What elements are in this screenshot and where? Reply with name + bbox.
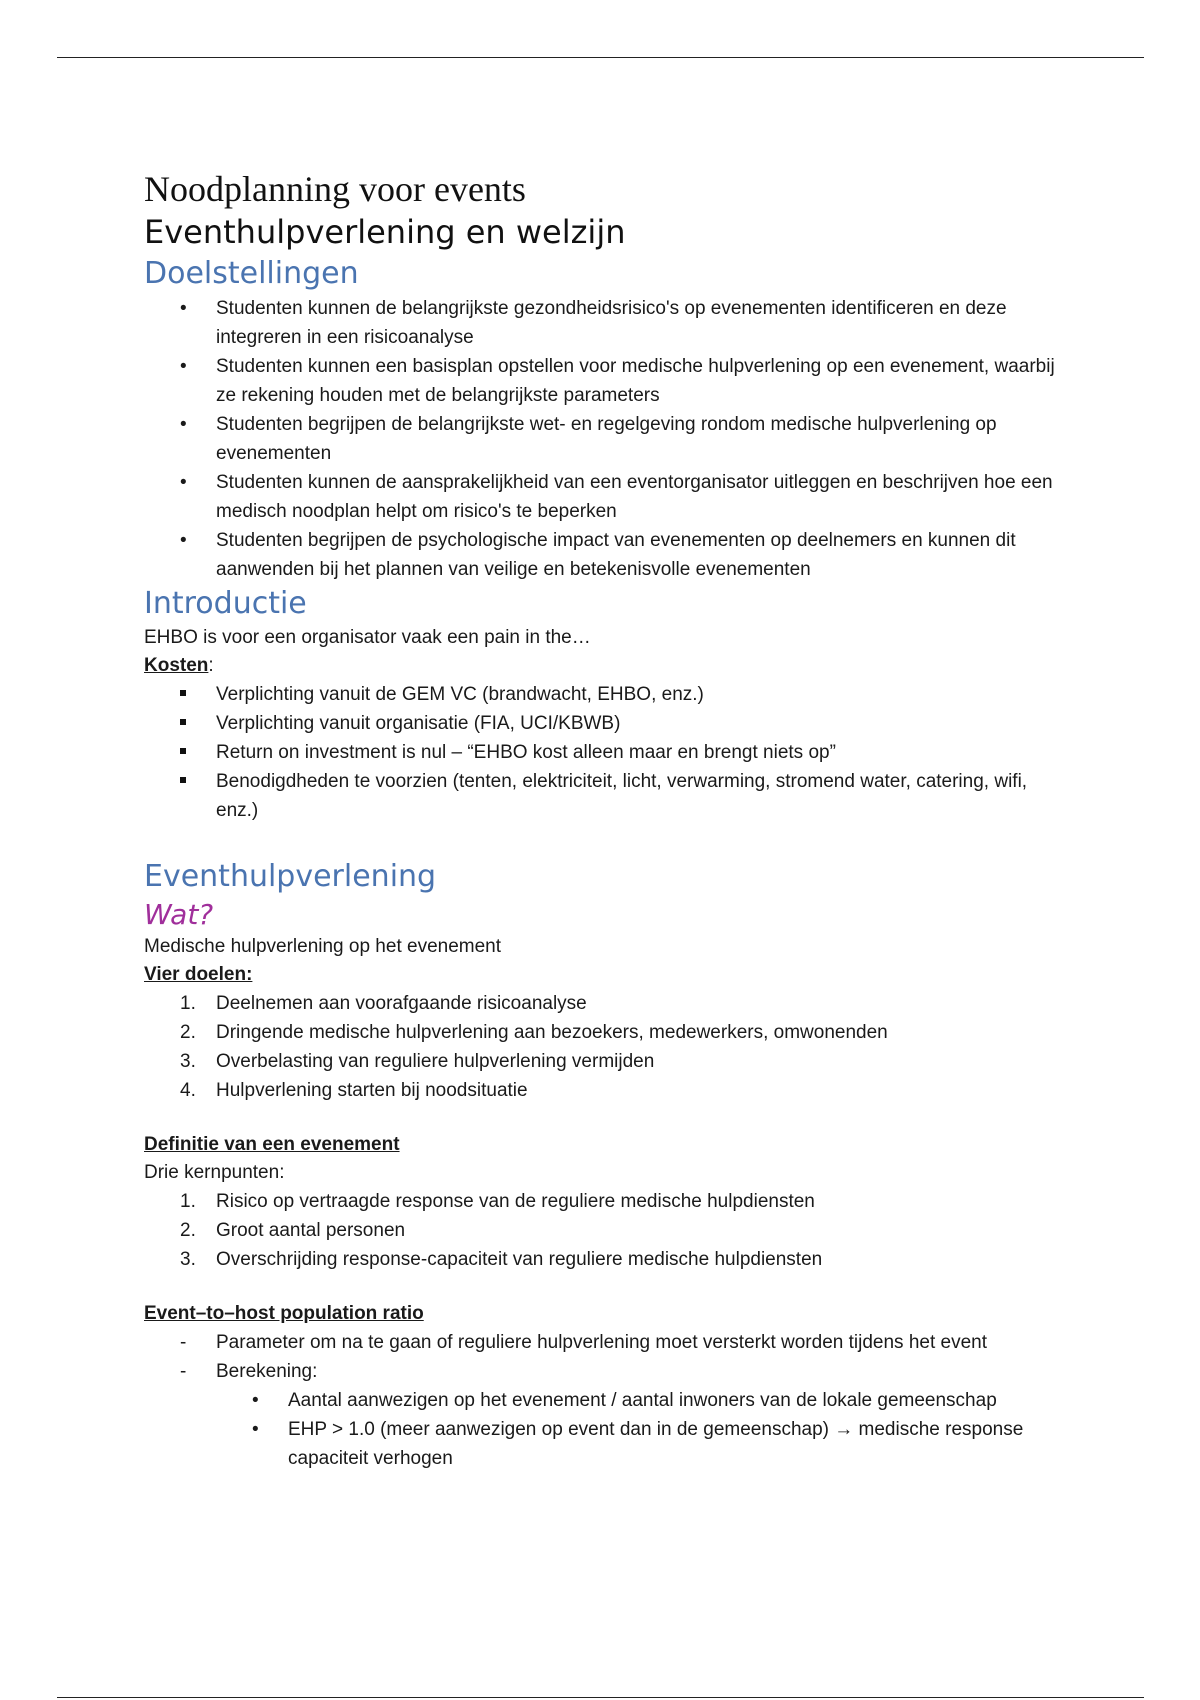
square-bullet-icon	[180, 709, 210, 738]
kosten-label: Kosten	[144, 655, 209, 676]
kosten-list	[144, 680, 1064, 825]
list-item: • Studenten kunnen een basisplan opstellen voor medische hulpverlening op een evenement, waarbij ze rekening houden met de belangrijkste parameters	[144, 352, 1064, 410]
list-item: 3. Overschrijding response-capaciteit van reguliere medische hulpdiensten	[144, 1245, 1064, 1274]
bullet-marker: •	[252, 1419, 259, 1440]
wat-text: Medische hulpverlening op het evenement	[144, 936, 502, 957]
list-item: Verplichting vanuit organisatie (FIA, UCI/KBWB)	[144, 709, 1064, 738]
square-bullet-icon	[180, 767, 210, 796]
list-item: - Berekening:	[144, 1357, 1064, 1386]
bullet-marker: •	[180, 356, 187, 377]
list-item: 2. Dringende medische hulpverlening aan bezoekers, medewerkers, omwonenden	[144, 1018, 1064, 1047]
bullet-marker: •	[252, 1390, 259, 1411]
bullet-marker: •	[180, 298, 187, 319]
list-item: - Parameter om na te gaan of reguliere hulpverlening moet versterkt worden tijdens het event	[144, 1328, 1064, 1357]
drie-kernpunten-text: Drie kernpunten:	[144, 1162, 285, 1183]
document-subtitle: Eventhulpverlening en welzijn	[144, 213, 626, 251]
list-number: 2.	[180, 1022, 196, 1043]
footer-rule	[57, 1697, 1144, 1698]
bullet-marker: •	[180, 414, 187, 435]
list-item: 4. Hulpverlening starten bij noodsituatie	[144, 1076, 1064, 1105]
list-number: 2.	[180, 1220, 196, 1241]
kosten-label-line: Kosten:	[144, 655, 214, 676]
heading-eventhulpverlening: Eventhulpverlening	[144, 859, 437, 894]
dash-marker: -	[180, 1332, 187, 1353]
list-item: • Studenten kunnen de aansprakelijkheid van een eventorganisator uitleggen en beschrijven hoe een medisch noodplan helpt om risico's te beperken	[144, 468, 1064, 526]
list-item: • Studenten begrijpen de psychologische impact van evenementen op deelnemers en kunnen dit aanwenden bij het plannen van veilige en betekenisvolle evenementen	[144, 526, 1064, 584]
list-item: • Studenten kunnen de belangrijkste gezondheidsrisico's op evenementen identificeren en deze integreren in een risicoanalyse	[144, 294, 1064, 352]
list-number: 3.	[180, 1051, 196, 1072]
list-item: Verplichting vanuit de GEM VC (brandwacht, EHBO, enz.)	[144, 680, 1064, 709]
doelstellingen-list	[144, 294, 1064, 584]
square-bullet-icon	[180, 680, 210, 709]
vier-doelen-list	[144, 989, 1064, 1105]
heading-wat: Wat?	[144, 898, 214, 931]
list-number: 3.	[180, 1249, 196, 1270]
vier-doelen-label: Vier doelen:	[144, 964, 253, 985]
dash-marker: -	[180, 1361, 187, 1382]
list-item: 3. Overbelasting van reguliere hulpverlening vermijden	[144, 1047, 1064, 1076]
list-item: 2. Groot aantal personen	[144, 1216, 1064, 1245]
kernpunten-list	[144, 1187, 1064, 1274]
heading-introductie: Introductie	[144, 586, 307, 621]
intro-text: EHBO is voor een organisator vaak een pain in the…	[144, 627, 591, 648]
ehp-list	[144, 1328, 1064, 1473]
list-item: • EHP > 1.0 (meer aanwezigen op event dan in de gemeenschap) → medische response capaciteit verhogen	[144, 1415, 1064, 1473]
list-item: • Studenten begrijpen de belangrijkste wet- en regelgeving rondom medische hulpverlening op evenementen	[144, 410, 1064, 468]
list-item: 1. Deelnemen aan voorafgaande risicoanalyse	[144, 989, 1064, 1018]
document-title: Noodplanning voor events	[144, 169, 526, 209]
definitie-label: Definitie van een evenement	[144, 1134, 400, 1155]
document-page	[144, 168, 1064, 1473]
list-item: Benodigdheden te voorzien (tenten, elektriciteit, licht, verwarming, stromend water, catering, wifi, enz.)	[144, 767, 1064, 825]
list-item: 1. Risico op vertraagde response van de reguliere medische hulpdiensten	[144, 1187, 1064, 1216]
heading-doelstellingen: Doelstellingen	[144, 256, 359, 291]
header-rule	[57, 57, 1144, 58]
bullet-marker: •	[180, 472, 187, 493]
ehp-label: Event–to–host population ratio	[144, 1303, 424, 1324]
list-number: 1.	[180, 1191, 196, 1212]
bullet-marker: •	[180, 530, 187, 551]
list-item: • Aantal aanwezigen op het evenement / aantal inwoners van de lokale gemeenschap	[144, 1386, 1064, 1415]
list-item: Return on investment is nul – “EHBO kost alleen maar en brengt niets op”	[144, 738, 1064, 767]
list-number: 4.	[180, 1080, 196, 1101]
square-bullet-icon	[180, 738, 210, 767]
list-number: 1.	[180, 993, 196, 1014]
